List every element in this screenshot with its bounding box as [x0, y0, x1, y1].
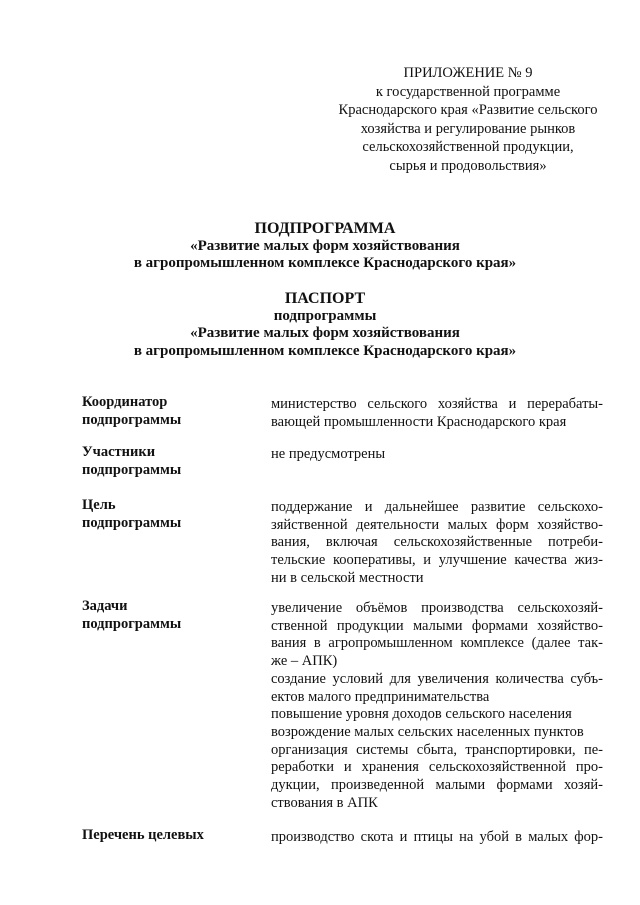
- row-value-line: повышение уровня доходов сельского населения: [271, 706, 572, 723]
- row-label-line: подпрограммы: [82, 514, 182, 531]
- row-label-line: Участники: [82, 444, 156, 460]
- appendix-line: хозяйства и регулирование рынков: [360, 120, 576, 137]
- row-label-line: Перечень целевых: [82, 827, 204, 843]
- row-value-line: ектов малого предпринимательства: [271, 688, 490, 705]
- row-value-line: зяйственной деятельности малых форм хозяйство-: [271, 516, 603, 533]
- row-label: [82, 598, 252, 633]
- row-value-line: тельские кооперативы, и улучшение качества жиз-: [271, 552, 603, 569]
- row-label-line: подпрограммы: [82, 615, 182, 632]
- subprogram-title-line: в агропромышленном комплексе Краснодарского края»: [133, 255, 517, 271]
- appendix-title: ПРИЛОЖЕНИЕ № 9: [403, 65, 533, 81]
- appendix-line: к государственной программе: [375, 83, 561, 100]
- row-value-line: ствования в АПК: [271, 794, 378, 811]
- row-value-line: не предусмотрены: [271, 446, 386, 462]
- appendix-line: Краснодарского края «Развитие сельского: [338, 102, 598, 119]
- passport-title-line: подпрограммы: [273, 307, 377, 324]
- row-label-line: подпрограммы: [82, 411, 182, 428]
- row-value-line: же – АПК): [271, 653, 338, 670]
- row-value-line: вающей промышленности Краснодарского края: [271, 413, 567, 430]
- row-label-line: подпрограммы: [82, 461, 182, 478]
- row-value-line: организация системы сбыта, транспортировки, пе-: [271, 741, 603, 758]
- row-label-line: Координатор: [82, 394, 168, 410]
- row-value-line: создание условий для увеличения количества субъ-: [271, 670, 603, 687]
- appendix-header: [318, 64, 618, 176]
- row-value-line: увеличение объёмов производства сельскохозяй-: [271, 600, 603, 616]
- appendix-line: сырья и продовольствия»: [389, 157, 547, 174]
- row-label-line: Задачи: [82, 598, 128, 614]
- row-value-line: реработки и хранения сельскохозяйственной про-: [271, 759, 603, 776]
- row-label: [82, 827, 252, 845]
- row-value: [271, 446, 603, 464]
- appendix-line: сельскохозяйственной продукции,: [362, 139, 574, 156]
- row-label: [82, 497, 252, 532]
- row-value: [271, 499, 603, 588]
- row-value-line: возрождение малых сельских населенных пунктов: [271, 723, 584, 740]
- row-value-line: ственной продукции малыми формами хозяйство-: [271, 617, 603, 634]
- row-label: [82, 394, 252, 429]
- row-value: [271, 396, 603, 431]
- subprogram-heading: ПОДПРОГРАММА: [254, 220, 396, 237]
- subprogram-title-line: «Развитие малых форм хозяйствования: [190, 237, 460, 254]
- subprogram-title-block: [110, 220, 540, 273]
- passport-heading: ПАСПОРТ: [284, 290, 366, 307]
- row-label: [82, 444, 252, 479]
- row-value: [271, 600, 603, 812]
- row-value-line: производство скота и птицы на убой в малых фор-: [271, 829, 603, 845]
- passport-title-line: в агропромышленном комплексе Краснодарского края»: [133, 342, 517, 359]
- passport-title-block: [110, 290, 540, 360]
- row-value-line: вания, включая сельскохозяйственные потреби-: [271, 534, 603, 551]
- row-value-line: дукции, произведенной малыми формами хозяй-: [271, 777, 603, 794]
- row-value-line: поддержание и дальнейшее развитие сельскохо-: [271, 499, 603, 515]
- row-label-line: Цель: [82, 497, 116, 513]
- row-value-line: вания в агропромышленном комплексе (далее так-: [271, 635, 603, 652]
- row-value-line: министерство сельского хозяйства и перерабаты-: [271, 396, 603, 412]
- row-value: [271, 829, 603, 847]
- row-value-line: ни в сельской местности: [271, 569, 424, 586]
- passport-title-line: «Развитие малых форм хозяйствования: [190, 325, 460, 341]
